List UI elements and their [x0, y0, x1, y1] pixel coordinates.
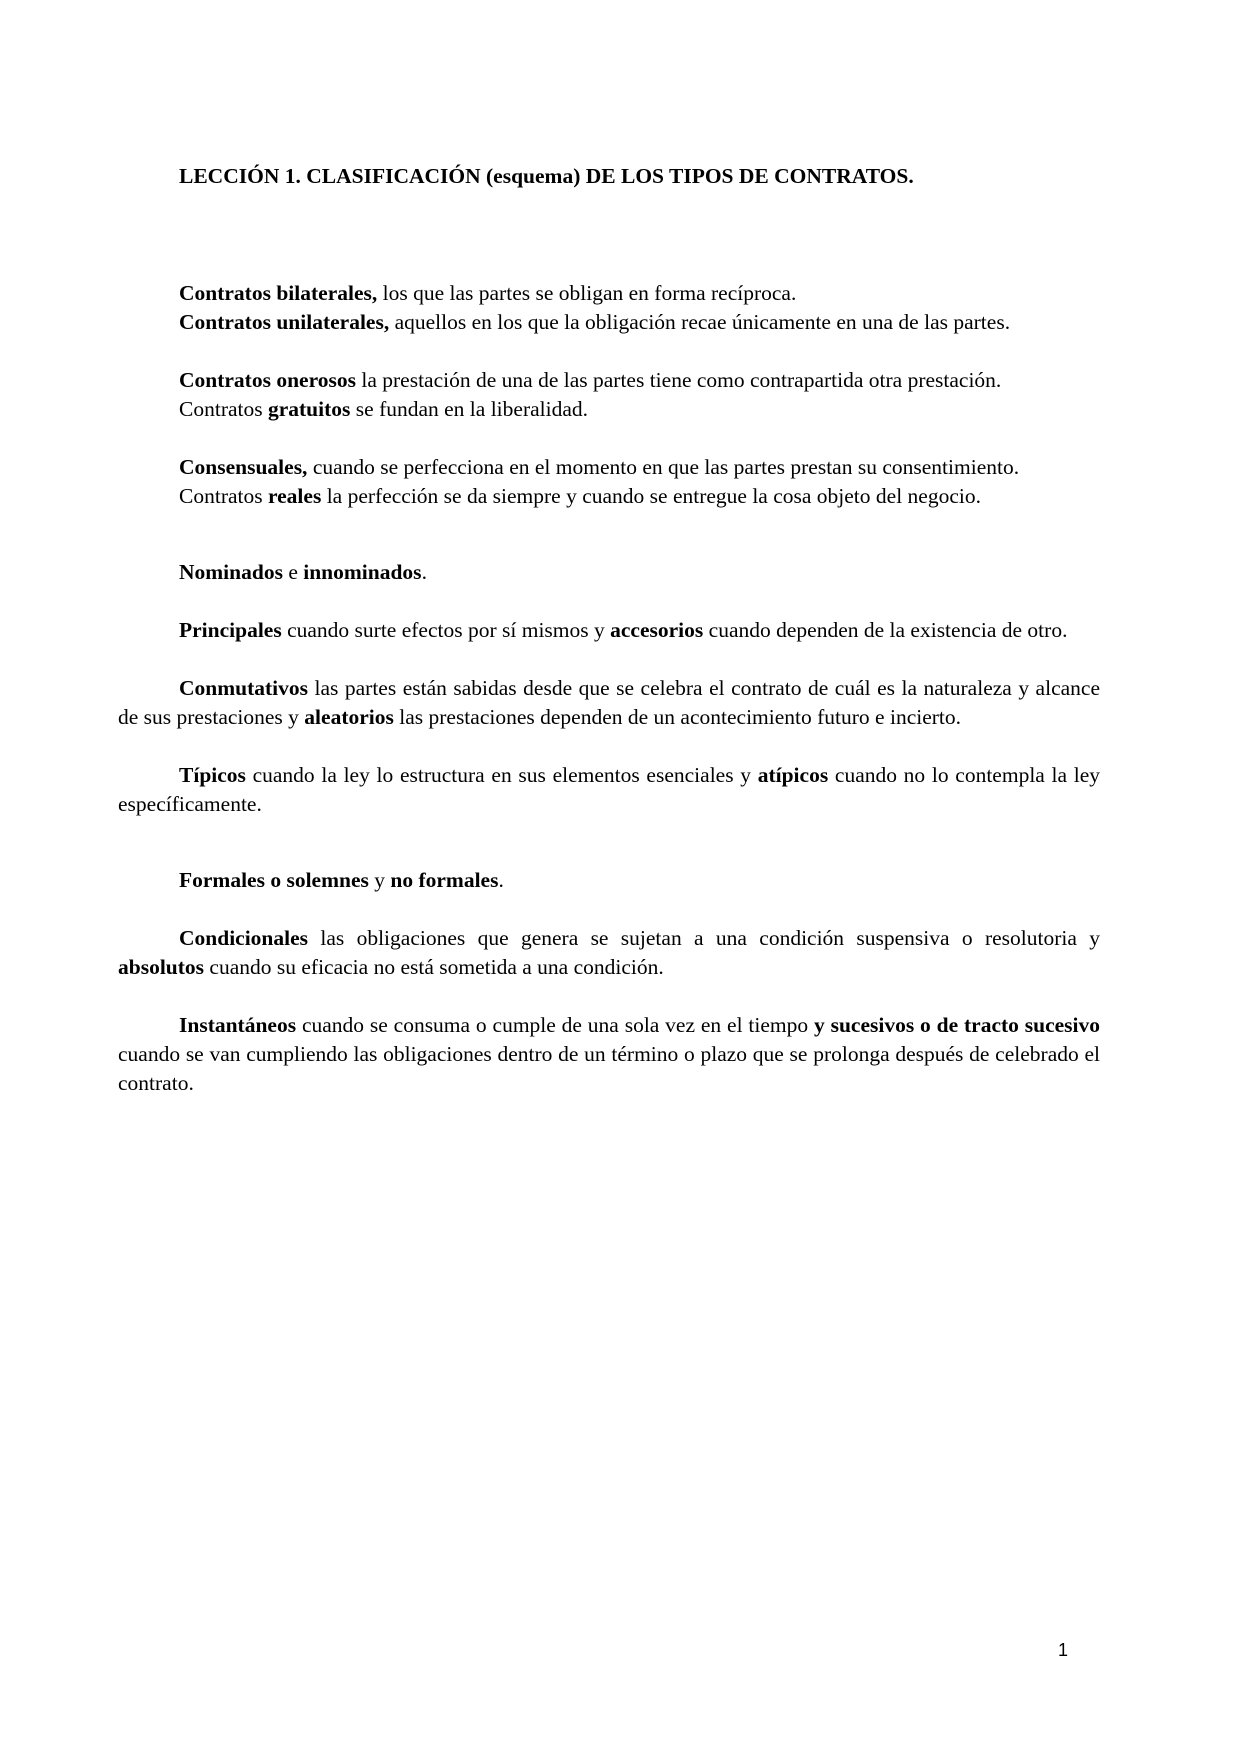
prefix-reales: Contratos	[179, 484, 268, 508]
definition-conmutativos: las partes están sabidas desde que se celebra el contrato de cuál es la naturaleza y alcance de sus prestaciones y	[118, 676, 1100, 729]
term-bilaterales: Contratos bilaterales,	[179, 281, 378, 305]
term-reales: reales	[267, 484, 322, 508]
definition-principales: cuando surte efectos por sí mismos y	[281, 618, 611, 642]
term-conmutativos: Conmutativos	[179, 676, 309, 700]
definition-reales: la perfección se da siempre y cuando se entregue la cosa objeto del negocio.	[321, 484, 981, 508]
paragraph-principales	[118, 616, 1100, 645]
paragraph-conmutativos	[118, 674, 1100, 732]
definition-consensuales: cuando se perfecciona en el momento en que las partes prestan su consentimiento.	[307, 455, 1020, 479]
paragraph-consensuales	[118, 453, 1100, 482]
paragraph-tipicos	[118, 761, 1100, 819]
paragraph-onerosos	[118, 366, 1100, 395]
period-nominados: .	[421, 560, 427, 584]
definition-instantaneos: cuando se consuma o cumple de una sola vez en el tiempo	[296, 1013, 814, 1037]
document-title: LECCIÓN 1. CLASIFICACIÓN (esquema) DE LOS TIPOS DE CONTRATOS.	[179, 164, 914, 188]
paragraph-formales	[118, 866, 1100, 895]
paragraph-instantaneos	[118, 1011, 1100, 1098]
term-unilaterales: Contratos unilaterales,	[179, 310, 390, 334]
term-aleatorios: aleatorios	[304, 705, 394, 729]
term-tipicos: Típicos	[179, 763, 246, 787]
definition-absolutos: cuando su eficacia no está sometida a una condición.	[204, 955, 664, 979]
term-formales: Formales o solemnes	[179, 868, 369, 892]
page-number: 1	[1058, 1640, 1069, 1660]
term-instantaneos: Instantáneos	[179, 1013, 297, 1037]
term-sucesivos: y sucesivos o de tracto sucesivo	[813, 1013, 1101, 1037]
paragraph-reales	[118, 482, 1100, 511]
document-body	[118, 279, 1100, 1098]
definition-onerosos: la prestación de una de las partes tiene como contrapartida otra prestación.	[355, 368, 1002, 392]
term-principales: Principales	[179, 618, 282, 642]
term-consensuales: Consensuales,	[179, 455, 308, 479]
term-gratuitos: gratuitos	[267, 397, 351, 421]
paragraph-condicionales	[118, 924, 1100, 982]
term-innominados: innominados	[303, 560, 422, 584]
paragraph-unilaterales	[118, 308, 1100, 337]
definition-condicionales: las obligaciones que genera se sujetan a una condición suspensiva o resolutoria y	[308, 926, 1100, 950]
definition-aleatorios: las prestaciones dependen de un acontecimiento futuro e incierto.	[393, 705, 962, 729]
definition-tipicos: cuando la ley lo estructura en sus elementos esenciales y	[245, 763, 758, 787]
prefix-gratuitos: Contratos	[179, 397, 268, 421]
definition-unilaterales: aquellos en los que la obligación recae únicamente en una de las partes.	[389, 310, 1011, 334]
term-condicionales: Condicionales	[179, 926, 309, 950]
term-absolutos: absolutos	[118, 955, 205, 979]
paragraph-gratuitos	[118, 395, 1100, 424]
term-nominados: Nominados	[179, 560, 283, 584]
definition-bilaterales: los que las partes se obligan en forma recíproca.	[377, 281, 797, 305]
paragraph-bilaterales	[118, 279, 1100, 308]
term-atipicos: atípicos	[757, 763, 829, 787]
paragraph-nominados	[118, 558, 1100, 587]
definition-accesorios: cuando dependen de la existencia de otro.	[703, 618, 1068, 642]
connector-nominados: e	[282, 560, 304, 584]
definition-atipicos: cuando no lo contempla la ley específicamente.	[118, 763, 1100, 816]
period-formales: .	[498, 868, 504, 892]
term-no-formales: no formales	[390, 868, 499, 892]
definition-sucesivos: cuando se van cumpliendo las obligaciones dentro de un término o plazo que se prolonga después de celebrado el contrato.	[118, 1042, 1100, 1095]
definition-gratuitos: se fundan en la liberalidad.	[350, 397, 589, 421]
connector-formales: y	[368, 868, 391, 892]
term-onerosos: Contratos onerosos	[179, 368, 356, 392]
term-accesorios: accesorios	[610, 618, 704, 642]
